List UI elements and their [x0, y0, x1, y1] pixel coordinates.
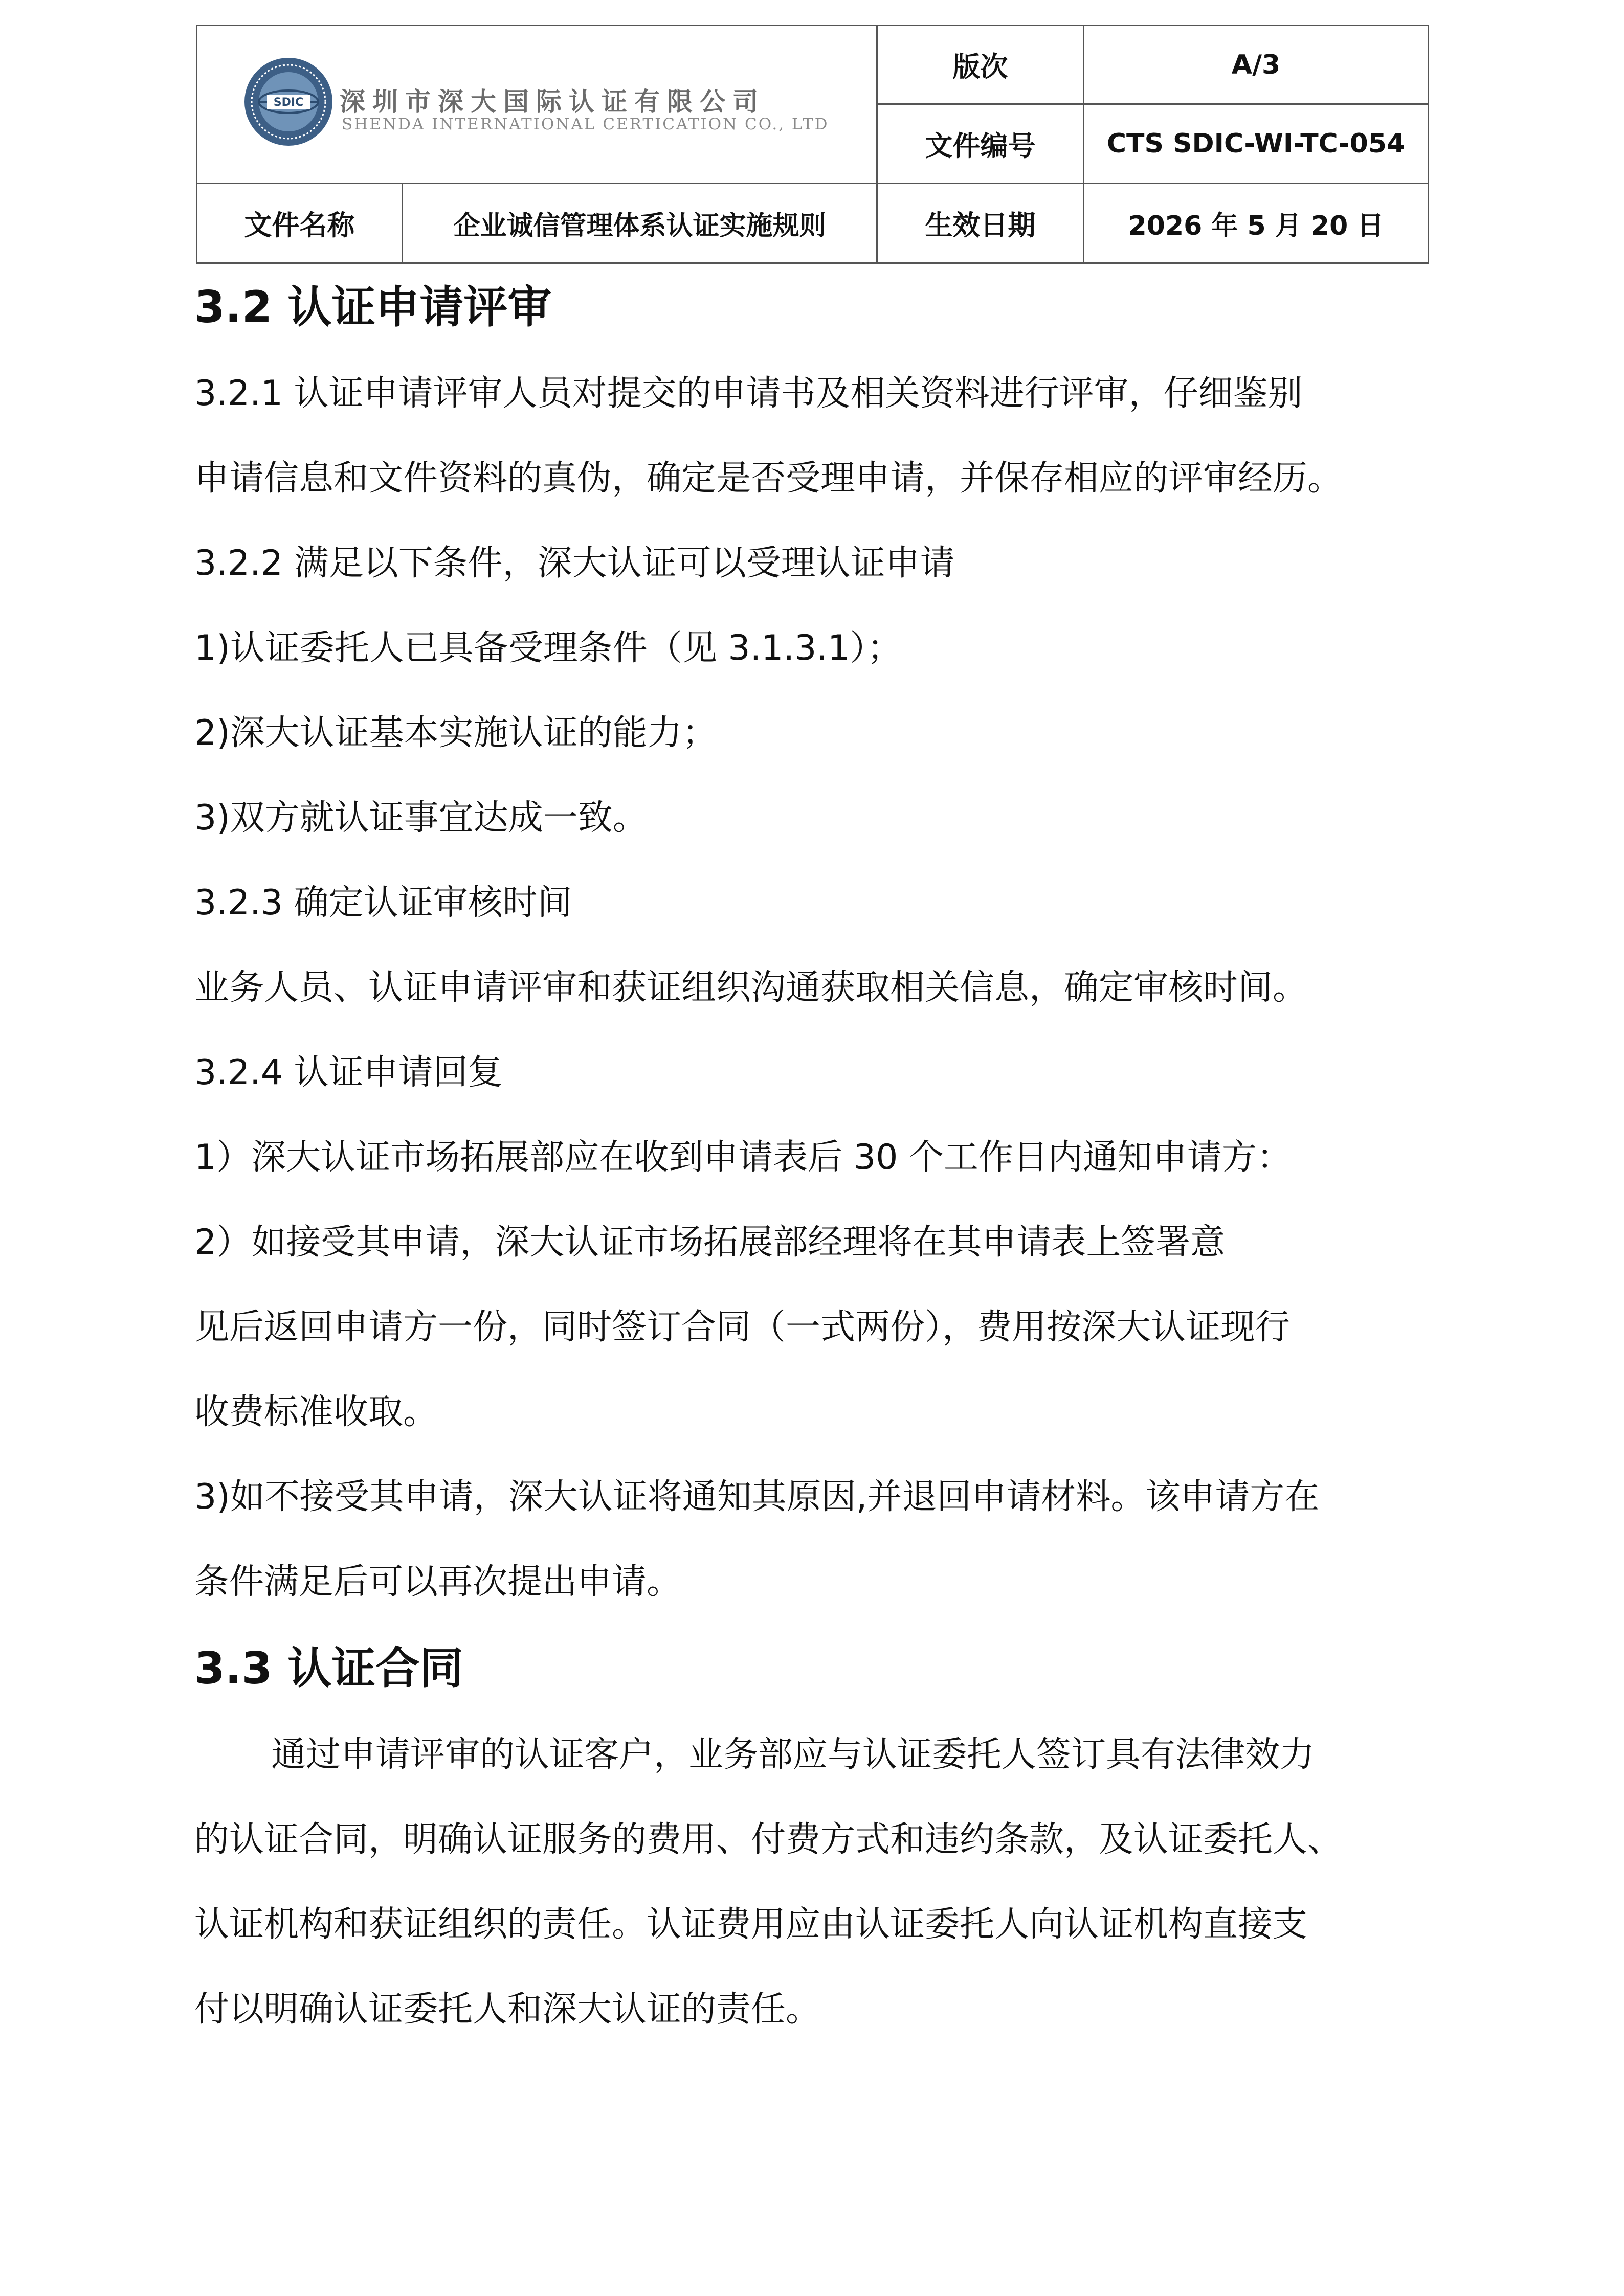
company-logo: [242, 56, 831, 158]
document-body: [194, 263, 1442, 2052]
paragraph-contract-line1: 通过申请评审的认证客户，业务部应与认证委托人签订具有法律效力: [271, 1735, 1315, 1775]
paragraph-3-2-1-line1: 3.2.1 认证申请评审人员对提交的申请书及相关资料进行评审，仔细鉴别: [194, 373, 1303, 414]
paragraph-contract-line3: 认证机构和获证组织的责任。认证费用应由认证委托人向认证机构直接支: [194, 1904, 1308, 1945]
company-logo-cell: [197, 26, 877, 184]
doc-name-label: 文件名称: [197, 184, 403, 263]
doc-number-label: 文件编号: [877, 104, 1084, 184]
list-item-condition-1: 1)认证委托人已具备受理条件（见 3.1.3.1）；: [194, 628, 902, 668]
list-item-reply-2-line2: 见后返回申请方一份，同时签订合同（一式两份），费用按深大认证现行: [194, 1307, 1291, 1347]
list-item-reply-1: 1）深大认证市场拓展部应在收到申请表后 30 个工作日内通知申请方：: [194, 1137, 1292, 1178]
paragraph-3-2-3: 3.2.3 确定认证审核时间: [194, 883, 572, 923]
version-value: A/3: [1084, 26, 1429, 104]
company-name-cn: 深圳市深大国际认证有限公司: [340, 86, 765, 117]
paragraph-contract-line2: 的认证合同，明确认证服务的费用、付费方式和违约条款，及认证委托人、: [194, 1819, 1343, 1860]
list-item-reply-3-line2: 条件满足后可以再次提出申请。: [194, 1562, 682, 1602]
list-item-reply-3-line1: 3)如不接受其申请，深大认证将通知其原因,并退回申请材料。该申请方在: [194, 1477, 1320, 1517]
effective-date-value: 2026 年 5 月 20 日: [1084, 184, 1429, 263]
list-item-condition-3: 3)双方就认证事宜达成一致。: [194, 798, 648, 838]
paragraph-contract-line4: 付以明确认证委托人和深大认证的责任。: [194, 1989, 821, 2030]
paragraph-3-2-1-line2: 申请信息和文件资料的真伪，确定是否受理申请，并保存相应的评审经历。: [194, 458, 1343, 499]
document-header-table: [196, 25, 1429, 264]
paragraph-audit-time: 业务人员、认证申请评审和获证组织沟通获取相关信息，确定审核时间。: [194, 967, 1308, 1008]
list-item-condition-2: 2)深大认证基本实施认证的能力；: [194, 713, 717, 753]
list-item-reply-2-line3: 收费标准收取。: [194, 1392, 438, 1432]
section-heading-3-3: 3.3 认证合同: [194, 1643, 464, 1694]
svg-text:SDIC: SDIC: [273, 96, 304, 109]
company-name-en: SHENDA INTERNATIONAL CERTICATION CO., LTD: [342, 115, 829, 133]
paragraph-3-2-4: 3.2.4 认证申请回复: [194, 1052, 503, 1093]
effective-date-label: 生效日期: [877, 184, 1084, 263]
version-label: 版次: [877, 26, 1084, 104]
doc-name-value: 企业诚信管理体系认证实施规则: [403, 184, 877, 263]
list-item-reply-2-line1: 2）如接受其申请，深大认证市场拓展部经理将在其申请表上签署意: [194, 1222, 1226, 1263]
paragraph-3-2-2: 3.2.2 满足以下条件，深大认证可以受理认证申请: [194, 543, 955, 583]
company-seal-icon: [242, 56, 335, 148]
section-heading-3-2: 3.2 认证申请评审: [194, 282, 552, 333]
doc-number-value: CTS SDIC-WI-TC-054: [1084, 104, 1429, 184]
